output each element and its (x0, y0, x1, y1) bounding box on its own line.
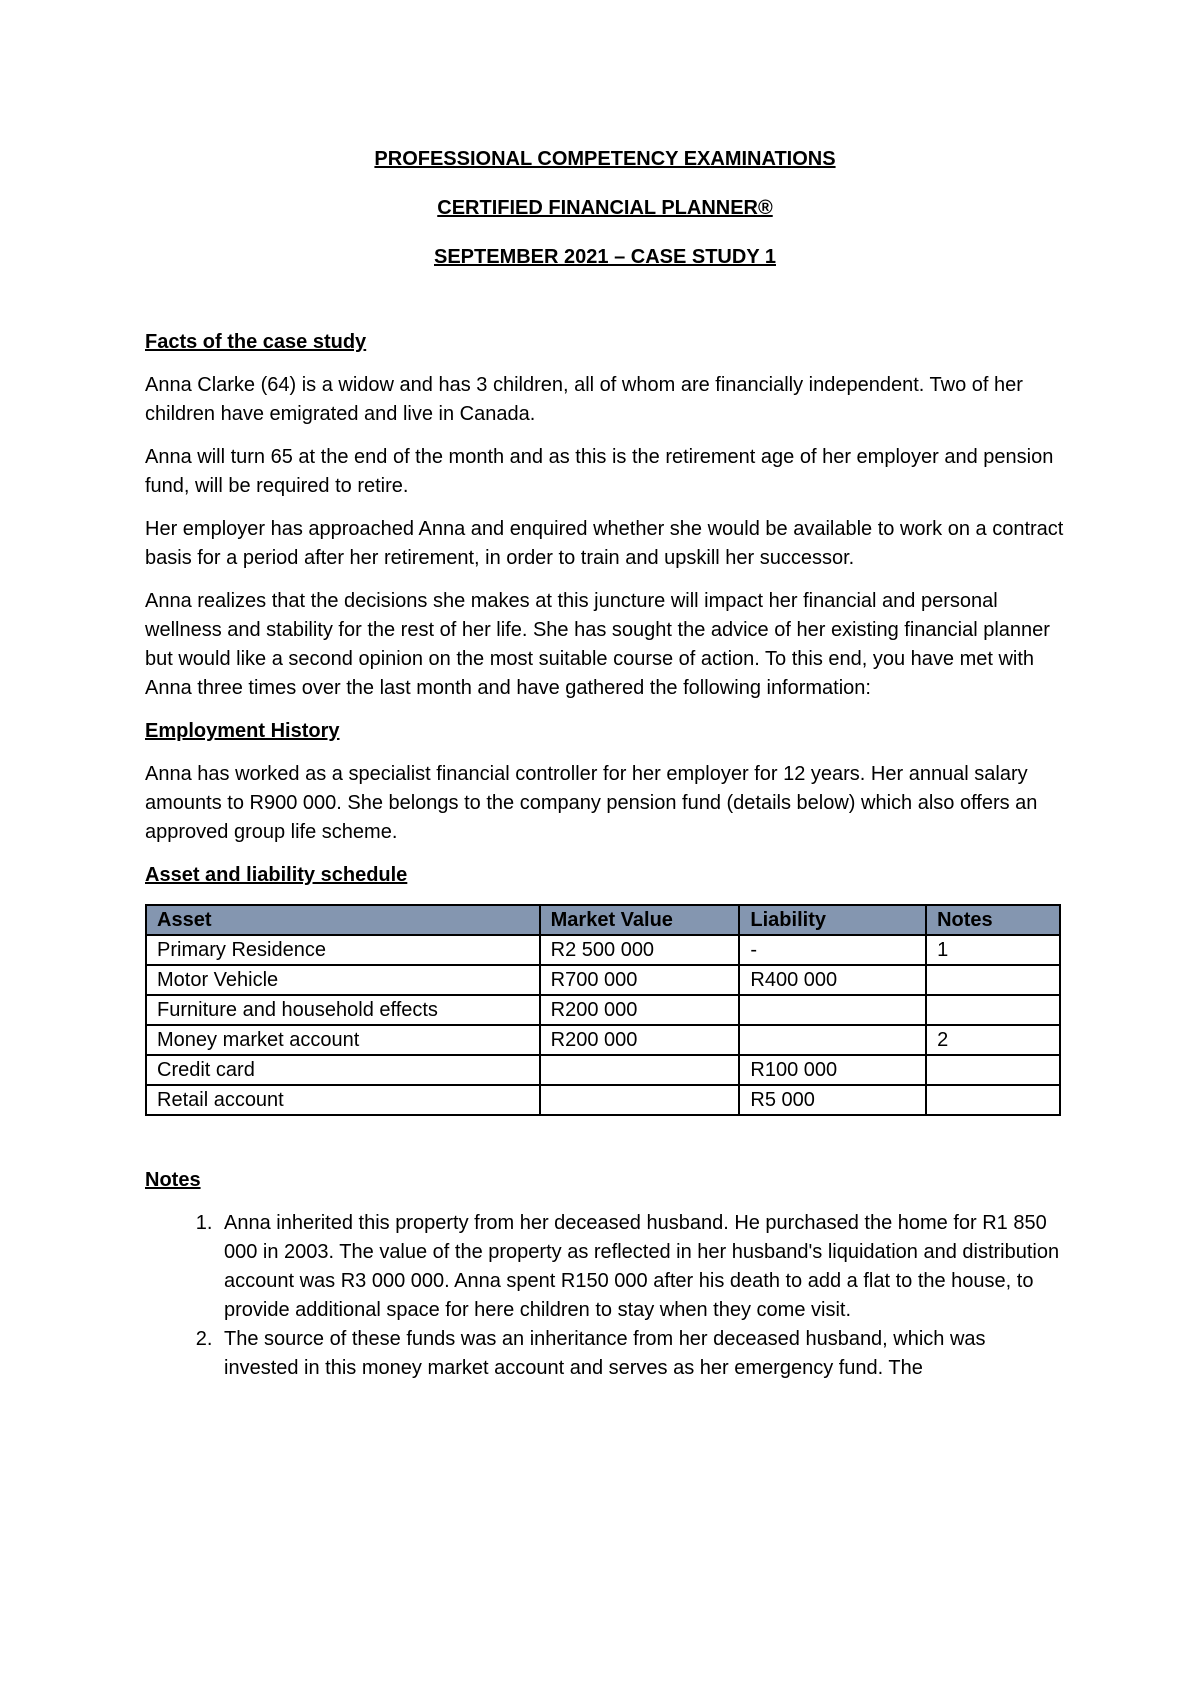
column-header-liability: Liability (739, 905, 926, 935)
cell-notes (926, 965, 1060, 995)
cell-liability (739, 1025, 926, 1055)
facts-paragraph-1: Anna Clarke (64) is a widow and has 3 children, all of whom are financially independent. Two of her children have emigrated and live in Canada. (145, 374, 1023, 425)
cell-liability: R100 000 (739, 1055, 926, 1085)
facts-heading: Facts of the case study (145, 331, 367, 353)
cell-liability (739, 995, 926, 1025)
cell-notes (926, 1055, 1060, 1085)
schedule-heading: Asset and liability schedule (145, 864, 408, 886)
cell-notes (926, 1085, 1060, 1115)
exam-title: PROFESSIONAL COMPETENCY EXAMINATIONS (374, 148, 836, 170)
cell-asset: Motor Vehicle (146, 965, 540, 995)
table-row (146, 965, 1060, 995)
table-row (146, 1025, 1060, 1055)
cell-market-value: R200 000 (540, 995, 740, 1025)
cell-asset: Money market account (146, 1025, 540, 1055)
cell-notes: 1 (926, 935, 1060, 965)
cell-asset: Credit card (146, 1055, 540, 1085)
employment-heading: Employment History (145, 720, 340, 742)
cell-asset: Primary Residence (146, 935, 540, 965)
asset-liability-table (145, 904, 1061, 1116)
cell-liability: R400 000 (739, 965, 926, 995)
notes-list (145, 1209, 1065, 1383)
column-header-market-value: Market Value (540, 905, 740, 935)
cell-asset: Retail account (146, 1085, 540, 1115)
cell-notes (926, 995, 1060, 1025)
cell-market-value (540, 1085, 740, 1115)
cell-liability: - (739, 935, 926, 965)
table-row (146, 935, 1060, 965)
qualification-title: CERTIFIED FINANCIAL PLANNER® (437, 197, 773, 219)
cell-notes: 2 (926, 1025, 1060, 1055)
notes-heading: Notes (145, 1169, 201, 1191)
note-item-2: 2. The source of these funds was an inheritance from her deceased husband, which was invested in this money market account and serves as her emergency fund. The (218, 1325, 1065, 1383)
cell-market-value: R700 000 (540, 965, 740, 995)
cell-liability: R5 000 (739, 1085, 926, 1115)
facts-paragraph-3: Her employer has approached Anna and enquired whether she would be available to work on a contract basis for a period after her retirement, in order to train and upskill her successor. (145, 518, 1064, 569)
table-row (146, 1085, 1060, 1115)
column-header-notes: Notes (926, 905, 1060, 935)
note-item-1: 1. Anna inherited this property from her deceased husband. He purchased the home for R1 850 000 in 2003. The value of the property as reflected in her husband's liquidation and distribution account was R3 000 000. Anna spent R150 000 after his death to add a flat to the house, to provide additional space for here children to stay when they come visit. (218, 1209, 1065, 1325)
cell-market-value (540, 1055, 740, 1085)
table-row (146, 1055, 1060, 1085)
cell-asset: Furniture and household effects (146, 995, 540, 1025)
column-header-asset: Asset (146, 905, 540, 935)
table-header-row (146, 905, 1060, 935)
facts-paragraph-4: Anna realizes that the decisions she makes at this juncture will impact her financial and personal wellness and stability for the rest of her life. She has sought the advice of her existing financial planner but would like a second opinion on the most suitable course of action. To this end, you have met with Anna three times over the last month and have gathered the following information: (145, 590, 1050, 699)
cell-market-value: R2 500 000 (540, 935, 740, 965)
table-row (146, 995, 1060, 1025)
cell-market-value: R200 000 (540, 1025, 740, 1055)
employment-paragraph: Anna has worked as a specialist financial controller for her employer for 12 years. Her annual salary amounts to R900 000. She belongs to the company pension fund (details below) which also offers an approved group life scheme. (145, 763, 1038, 843)
document-content (145, 145, 1065, 1383)
facts-paragraph-2: Anna will turn 65 at the end of the month and as this is the retirement age of her employer and pension fund, will be required to retire. (145, 446, 1054, 497)
case-study-title: SEPTEMBER 2021 – CASE STUDY 1 (434, 246, 776, 268)
